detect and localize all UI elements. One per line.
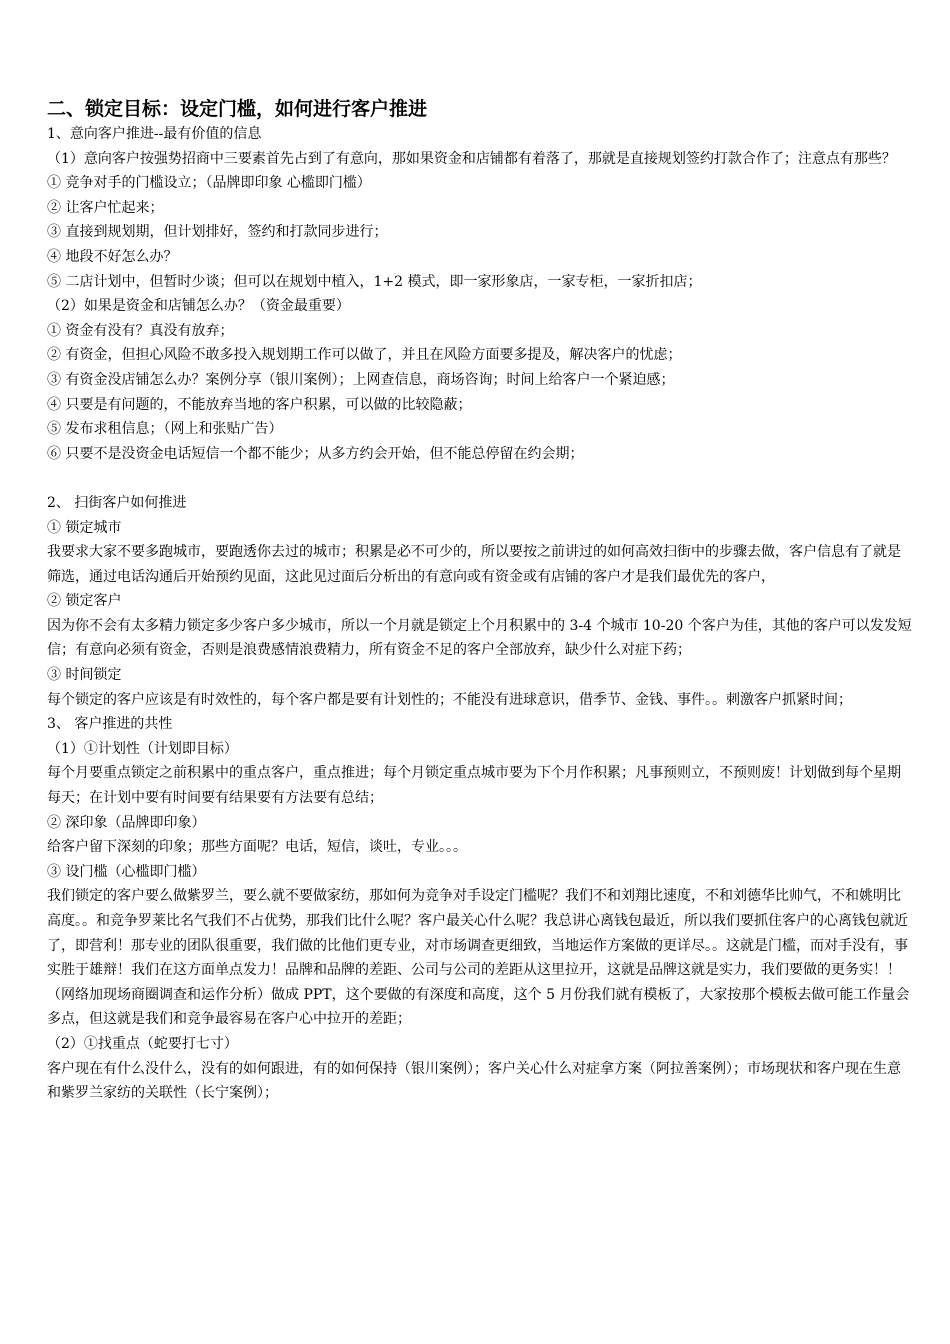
document-page [47,96,913,1106]
blank-line [47,466,913,491]
paragraph-line: （2）如果是资金和店铺怎么办？（资金最重要） [47,298,350,315]
paragraph-line: ② 有资金，但担心风险不敢多投入规划期工作可以做了，并且在风险方面要多提及，解决客户的忧虑； [47,347,682,364]
paragraph-line: （1）①计划性（计划即目标） [47,740,238,757]
paragraph-line: 1、意向客户推进--最有价值的信息 [47,126,262,142]
paragraph-line: 3、 客户推进的共性 [47,716,173,733]
paragraph-line: ③ 直接到规划期，但计划排好，签约和打款同步进行； [47,224,388,241]
paragraph-line: （2）①找重点（蛇要打七寸） [47,1035,238,1052]
paragraph-line: 客户现在有什么没什么，没有的如何跟进，有的如何保持（银川案例）；客户关心什么对症拿方案（阿拉善案例）；市场现状和客户现在生意和紫罗兰家纺的关联性（长宁案例）； [47,1060,901,1102]
paragraph-line: ① 资金有没有？真没有放弃； [47,322,234,339]
paragraph-line: （1）意向客户按强势招商中三要素首先占到了有意向，那如果资金和店铺都有着落了，那就是直接规划签约打款合作了；注意点有那些？ [47,150,896,167]
paragraph-line: 给客户留下深刻的印象；那些方面呢？电话，短信，谈吐，专业。。。 [47,839,467,856]
paragraph-line: ② 深印象（品牌即印象） [47,814,206,831]
paragraph-line: 我要求大家不要多跑城市，要跑透你去过的城市；积累是必不可少的，所以要按之前讲过的如何高效扫街中的步骤去做，客户信息有了就是筛选，通过电话沟通后开始预约见面，这此见过面后分析出的有意向或有资金或有店铺的客户才是我们最优先的客户， [47,544,901,585]
paragraph-line: 因为你不会有太多精力锁定多少客户多少城市，所以一个月就是锁定上个月积累中的 3-4 个城市 10-20 个客户为佳，其他的客户可以发发短信；有意向必须有资金，否则是浪费感情浪费精力，所有资金不足的客户全部放弃，缺少什么对症下药； [47,617,912,659]
paragraph-line: ④ 只要是有问题的，不能放弃当地的客户积累，可以做的比较隐蔽； [47,396,472,413]
section-title: 二、锁定目标：设定门槛，如何进行客户推进 [47,98,428,120]
paragraph-line: ③ 设门槛（心槛即门槛） [47,863,206,880]
paragraph-line: ② 让客户忙起来； [47,199,164,216]
paragraph-line: ② 锁定客户 [47,593,122,610]
paragraph-line: ④ 地段不好怎么办？ [47,248,178,265]
paragraph-line: ⑤ 发布求租信息；（网上和张贴广告） [47,421,283,438]
paragraph-line: 每个月要重点锁定之前积累中的重点客户，重点推进；每个月锁定重点城市要为下个月作积累；凡事预则立，不预则废！计划做到每个星期每天；在计划中要有时间要有结果要有方法要有总结； [47,765,901,807]
document-body [47,122,913,1106]
paragraph-line: ⑤ 二店计划中，但暂时少谈；但可以在规划中植入，1+2 模式，即一家形象店，一家专柜，一家折扣店； [47,273,702,290]
paragraph-line: 每个锁定的客户应该是有时效性的，每个客户都是要有计划性的；不能没有进球意识，借季节、金钱、事件。。刺激客户抓紧时间； [47,691,852,708]
paragraph-line: 我们锁定的客户要么做紫罗兰，要么就不要做家纺，那如何为竞争对手设定门槛呢？我们不和刘翔比速度，不和刘德华比帅气，不和姚明比高度。。和竞争罗莱比名气我们不占优势，那我们比什么呢？客户最关心什么呢？我总讲心离钱包最近，所以我们要抓住客户的心离钱包就近了，即营利！那专业的团队很重要，我们做的比他们更专业，对市场调查更细致，当地运作方案做的更详尽。。这就是门槛，而对手没有，事实胜于雄辩！我们在这方面单点发力！品牌和品牌的差距、公司与公司的差距从这里拉开，这就是品牌这就是实力，我们要做的更务实！！（网络加现场商圈调查和运作分析）做成 PPT，这个要做的有深度和高度，这个 5 月份我们就有模板了，大家按那个模板去做可能工作量会多点，但这就是我们和竞争最容易在客户心中拉开的差距； [47,888,910,1028]
paragraph-line: ① 竞争对手的门槛设立；（品牌即印象 心槛即门槛） [47,175,371,192]
paragraph-line: ③ 时间锁定 [47,667,122,684]
paragraph-line: ⑥ 只要不是没资金电话短信一个都不能少；从多方约会开始，但不能总停留在约会期； [47,445,584,462]
paragraph-line: ③ 有资金没店铺怎么办？案例分享（银川案例）；上网查信息，商场咨询；时间上给客户一个紧迫感； [47,371,675,388]
paragraph-line: ① 锁定城市 [47,519,122,536]
paragraph-line: 2、 扫街客户如何推进 [47,494,187,511]
